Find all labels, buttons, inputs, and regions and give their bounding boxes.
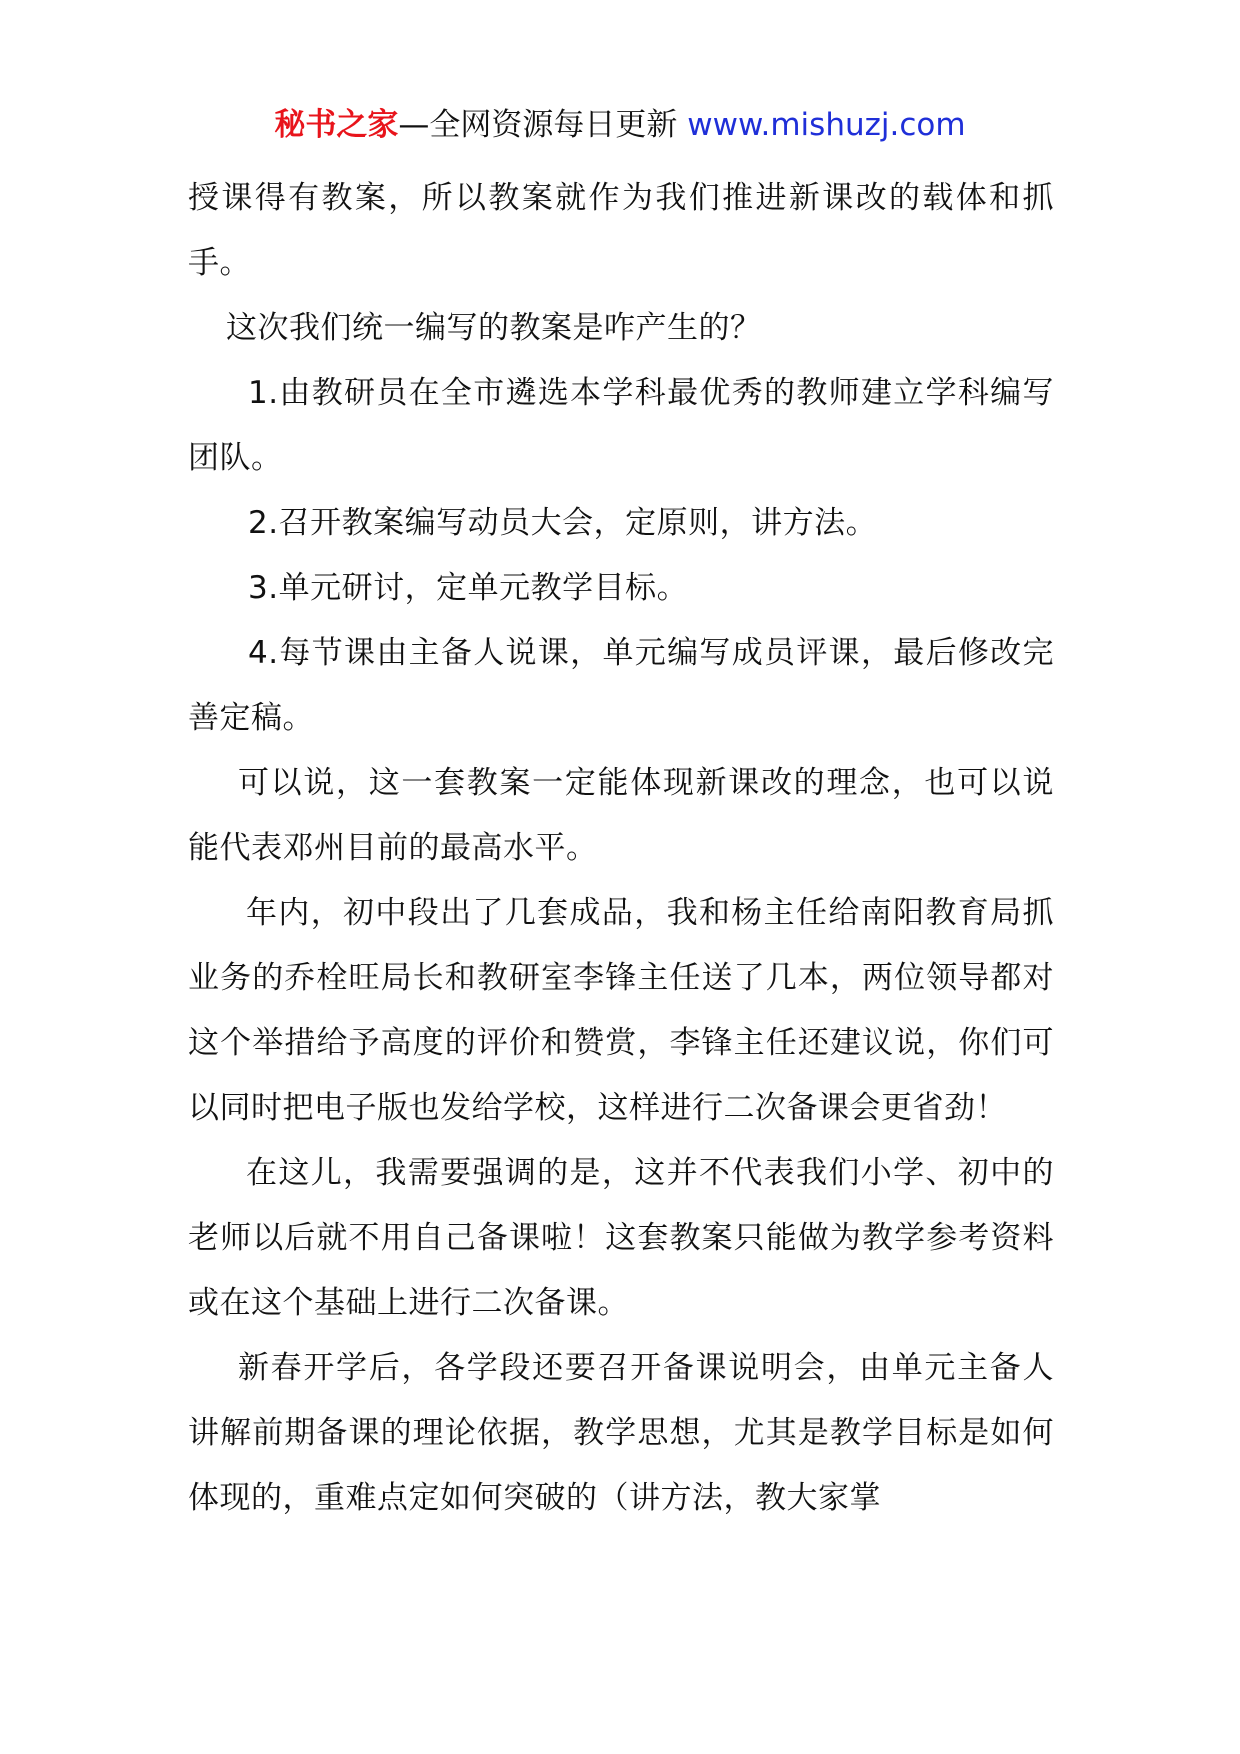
paragraph-2: 这次我们统一编写的教案是咋产生的？ [226, 310, 762, 346]
paragraph-5: 在这儿，我需要强调的是，这并不代表我们小学、初中的老师以后就不用自己备课啦！这套教案只能做为教学参考资料或在这个基础上进行二次备课。 [188, 1155, 1054, 1321]
list-item-4: 4.每节课由主备人说课，单元编写成员评课，最后修改完善定稿。 [188, 635, 1054, 736]
paragraph-6: 新春开学后，各学段还要召开备课说明会，由单元主备人讲解前期备课的理论依据，教学思想，尤其是教学目标是如何体现的，重难点定如何突破的（讲方法，教大家掌 [188, 1350, 1054, 1516]
paragraph-3: 可以说，这一套教案一定能体现新课改的理念，也可以说能代表邓州目前的最高水平。 [188, 765, 1054, 866]
paragraph-1: 授课得有教案，所以教案就作为我们推进新课改的载体和抓手。 [188, 180, 1054, 281]
list-item-1: 1.由教研员在全市遴选本学科最优秀的教师建立学科编写团队。 [188, 375, 1054, 476]
brand-name: 秘书之家 [274, 107, 399, 143]
paragraph-4: 年内，初中段出了几套成品，我和杨主任给南阳教育局抓业务的乔栓旺局长和教研室李锋主任送了几本，两位领导都对这个举措给予高度的评价和赞赏，李锋主任还建议说，你们可以同时把电子版也发给学校，这样进行二次备课会更省劲！ [188, 895, 1054, 1126]
document-body [188, 166, 1054, 1531]
site-header [0, 103, 1240, 147]
site-url[interactable]: www.mishuzj.com [687, 107, 966, 143]
list-item-3: 3.单元研讨，定单元教学目标。 [248, 570, 689, 606]
site-tagline: —全网资源每日更新 [398, 107, 688, 143]
list-item-2: 2.召开教案编写动员大会，定原则，讲方法。 [248, 505, 878, 541]
